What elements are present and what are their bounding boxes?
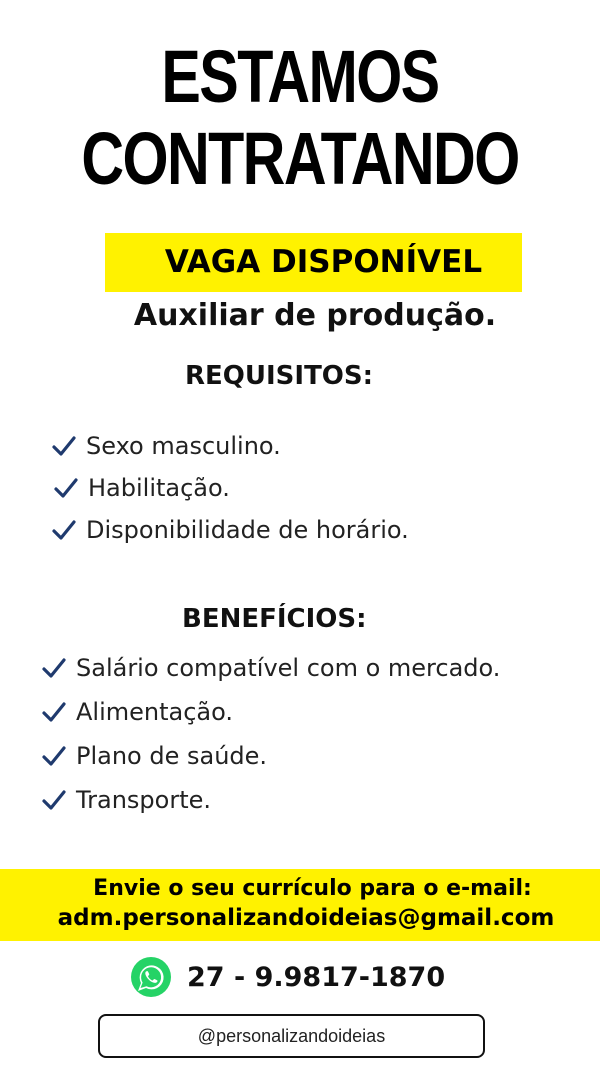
list-item-label: Sexo masculino. xyxy=(86,432,281,460)
job-role: Auxiliar de produção. xyxy=(133,298,497,333)
list-item xyxy=(0,734,500,778)
list-item xyxy=(0,646,500,690)
check-icon xyxy=(40,786,68,814)
list-item xyxy=(0,778,500,822)
list-item-label: Salário compatível com o mercado. xyxy=(76,654,501,682)
headline-line-2: CONTRATANDO xyxy=(81,117,519,200)
contact-email[interactable]: adm.personalizandoideias@gmail.com xyxy=(57,905,555,931)
contact-instruction: Envie o seu currículo para o e-mail: xyxy=(93,876,532,901)
requisitos-list xyxy=(0,425,409,551)
check-icon xyxy=(50,516,78,544)
list-item xyxy=(0,509,409,551)
requisitos-title: REQUISITOS: xyxy=(185,361,374,391)
list-item-label: Alimentação. xyxy=(76,698,234,726)
whatsapp-icon[interactable] xyxy=(130,956,172,998)
list-item xyxy=(0,467,409,509)
list-item-label: Disponibilidade de horário. xyxy=(86,516,409,544)
check-icon xyxy=(52,474,80,502)
list-item-label: Plano de saúde. xyxy=(76,742,268,770)
check-icon xyxy=(40,698,68,726)
check-icon xyxy=(40,654,68,682)
list-item-label: Transporte. xyxy=(76,786,212,814)
beneficios-list xyxy=(0,646,500,822)
list-item-label: Habilitação. xyxy=(88,474,230,502)
beneficios-title: BENEFÍCIOS: xyxy=(182,604,367,634)
headline-line-1: ESTAMOS xyxy=(161,35,439,118)
check-icon xyxy=(40,742,68,770)
phone-number[interactable]: 27 - 9.9817-1870 xyxy=(187,962,446,993)
list-item xyxy=(0,425,409,467)
social-handle[interactable]: @personalizandoideias xyxy=(98,1014,485,1058)
vaga-label: VAGA DISPONÍVEL xyxy=(164,244,483,280)
check-icon xyxy=(50,432,78,460)
list-item xyxy=(0,690,500,734)
